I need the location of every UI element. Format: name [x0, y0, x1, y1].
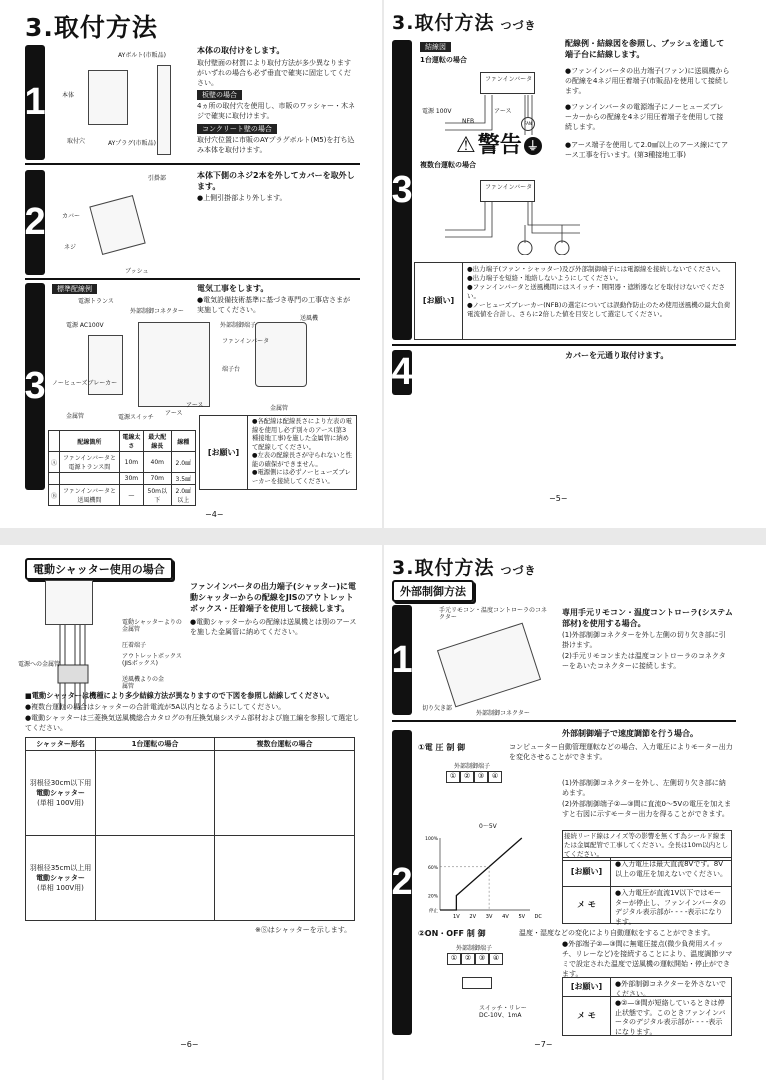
request-box: [お願い] ●出力端子(ファン・シャッター)及び外部制御端子には電源線を接続しないでください。 ●出力端子を短絡・地絡しないようにしてください。 ●ファンインバータと送風機間にはスイッチ・開閉器・遮断器などを取付けないでください。 ●ノーヒューズブレーカー(NFB)の選定については誤動作防止のため使用送風機の最大負荷電流値を合計し、さらに2倍した値を目安として選定してください。 — [414, 262, 736, 340]
label: 電動シャッターよりの金属管 — [122, 619, 182, 633]
label: 手元リモコン・温度コントローラのコネクター — [439, 607, 548, 621]
label: NFB — [462, 118, 475, 125]
step-1-marker: 1 — [392, 605, 412, 715]
x-tick-label: 5V — [518, 914, 526, 920]
label: 切り欠き部 — [422, 705, 453, 712]
label: ファンインバータ — [222, 338, 270, 345]
note: ●電動シャッターは三菱換気送風機総合カタログの有圧換気扇システム部材および施工編を参照して選定してください。 — [25, 714, 360, 732]
page-number: −5− — [549, 494, 568, 503]
step-heading: 外部制御端子で速度調節を行う場合。 — [562, 729, 698, 738]
step-heading: 配線例・結線図を参照し、ブッシュを通して端子台に結線します。 — [565, 39, 725, 59]
step-text: (1)外部制御コネクターを外し左側の切り欠き部に引掛けます。 — [562, 631, 726, 649]
step-note: ●ファンインバータの電源端子にノーヒューズブレーカーからの配線を4ネジ用圧着端子を使用して接続します。 — [565, 103, 724, 131]
divider — [25, 278, 360, 280]
divider — [392, 720, 736, 722]
cover-illustration — [89, 195, 145, 255]
page-number: −7− — [534, 1040, 553, 1049]
notice: ■電動シャッターは機種により多少結線方法が異なりますので下図を参照し結線してください。 — [25, 691, 334, 700]
label: 電源スイッチ — [118, 414, 154, 421]
inverter-illustration — [45, 580, 93, 625]
label: アース — [186, 402, 204, 409]
diagram-single — [96, 751, 215, 836]
step-3-marker: 3 — [392, 40, 412, 340]
note: ●複数台運転の場合はシャッターの合計電流が5A以内となるようにしてください。 — [25, 703, 286, 711]
diagram-multi — [215, 751, 355, 836]
step-text: 4ヵ所の取付穴を使用し、市販のワッシャー・木ネジで確実に取付けます。 — [197, 102, 355, 120]
lead-note: 接続リード線はノイズ等の影響を無くす為シールド線または金属配管で工事してください。全長は10m以内としてください。 — [562, 830, 732, 861]
label: 電源 AC100V — [66, 322, 104, 329]
page-5 — [384, 0, 766, 528]
label: アース — [165, 410, 183, 417]
diagram-single — [96, 836, 215, 921]
step-heading: カバーを元通り取付けます。 — [565, 351, 669, 360]
label: 金属管 — [66, 413, 85, 420]
step-2-marker: 2 — [25, 170, 45, 275]
request-box: [お願い] ●入力電圧は最大直流8Vです。8V以上の電圧を加えないでください。 — [562, 857, 732, 887]
label: ノーヒューズブレーカー — [52, 380, 118, 387]
diagram-multi — [215, 836, 355, 921]
label: アウトレットボックス(JISボックス) — [122, 653, 182, 667]
fan-illustration — [255, 322, 307, 387]
label: ブッシュ — [125, 268, 149, 275]
step-2-marker: 2 — [392, 730, 412, 1035]
step-note: ●電気設備技術基準に基づき専門の工事店さまが実施してください。 — [197, 296, 351, 314]
inverter-box: ファンインバータ — [480, 72, 535, 94]
page-number: −4− — [205, 510, 224, 519]
label: 金属管 — [270, 405, 289, 412]
step-note: ●上側引掛部より外します。 — [197, 194, 287, 202]
x-tick-label: DC — [534, 914, 542, 920]
page-4 — [0, 0, 382, 528]
output-line — [440, 838, 522, 910]
label: 電源への金属管 — [18, 661, 61, 668]
label: 圧着端子 — [122, 642, 147, 649]
section-heading: ファンインバータの出力端子(シャッター)に電動シャッターからの配線をJISのアウトレットボックス・圧着端子を使用して接続します。 — [190, 582, 357, 613]
step-4-marker: 4 — [391, 351, 413, 393]
y-tick-label: 100% — [425, 837, 438, 842]
step-text: (2)外部制御端子②—③間に直流0〜5Vの電圧を加えますと右図に示すモーター出力を得ることができます。 — [562, 800, 732, 818]
switch-symbol — [462, 977, 492, 989]
footnote: ※Ⓢはシャッターを示します。 — [255, 926, 352, 934]
section-tag: 標準配線例 — [52, 284, 97, 294]
x-tick-label: 1V — [453, 914, 460, 920]
step-note: ●アース端子を使用して2.0㎟以上のアース線にてアース工事を行います。(第3種接地工事) — [565, 141, 729, 159]
label: 複数台運転の場合 — [420, 161, 476, 169]
memo-box: メ モ ●入力電圧が直流1V以下ではモーターが停止し、ファンインバータのデジタル表示部が- - - -表示になります。 — [562, 886, 732, 924]
label: ネジ — [64, 244, 77, 251]
label: 送風機 — [300, 315, 319, 322]
fan-symbol: FAN — [521, 117, 535, 131]
section-tag: 結線図 — [420, 42, 451, 52]
step-text: (1)外部制御コネクターを外し、左側切り欠き部に納めます。 — [562, 779, 726, 797]
section-header: 電動シャッター使用の場合 — [25, 558, 173, 580]
step-heading: 専用手元リモコン・温度コントローラ(システム部材)を使用する場合。 — [562, 608, 733, 628]
connector-illustration — [437, 623, 541, 708]
voltage-output-chart — [418, 830, 548, 920]
step-heading: 本体の取付けをします。 — [197, 46, 285, 55]
step-heading: 本体下側のネジ2本を外してカバーを取外します。 — [197, 171, 355, 191]
label: AYプラグ(市販品) — [108, 140, 156, 147]
label: スイッチ・リレー DC-10V、1mA — [479, 1005, 527, 1019]
step-text: 取付穴位置に市販のAYプラグボルト(M5)を打ち込み本体を取付けます。 — [197, 136, 355, 154]
ground-icon: ⏚ — [524, 137, 542, 155]
step-text: (2)手元リモコンまたは温度コントローラのコネクターをあいたコネクターに接続します。 — [562, 652, 726, 670]
label: 外部制御端子 — [454, 763, 491, 770]
label: 0〜5V — [479, 823, 497, 830]
onoff-control-label: ②ON・OFF 制 御 — [418, 929, 486, 938]
label: 外部制御コネクター — [476, 710, 530, 717]
label: 端子台 — [222, 366, 241, 373]
shutter-table: シャッター形名 1台運転の場合 複数台運転の場合 羽根径30cm以下用 電動シャッター (単相 100V用) 羽根径35cm以上用 電動シャッター (単相 100V用) — [25, 737, 355, 921]
divider — [392, 344, 736, 346]
step-text: 温度・湿度などの変化により自動運転をすることができます。 — [519, 929, 715, 937]
section-tag: コンクリート壁の場合 — [197, 124, 277, 134]
page-number: −6− — [180, 1040, 199, 1049]
inverter-illustration — [138, 322, 210, 407]
request-label: [お願い] — [200, 416, 248, 489]
label: 取付穴 — [67, 138, 86, 145]
wiring-table: 配線箇所 電線太さ 最大配線長 線種 Ⓐ ファンインバータと電源トランス間 10m 40m 2.0㎟ 30m 70m 3.5㎟ Ⓑ ファンインバータと送風機間 — 50m以下 2.0㎟以上 — [48, 430, 196, 506]
wall-illustration — [157, 65, 171, 155]
warning-banner: ⚠ 警告 ⏚ — [456, 133, 556, 159]
page-6 — [0, 545, 382, 1080]
step-text: ●外部端子②—③間に無電圧接点(微少負荷用スイッチ、リレーなど)を接続することにより、温度調節ツマミで設定された温度で送風機の運転開始・停止ができます。 — [562, 940, 733, 978]
inverter-box: ファンインバータ — [480, 180, 535, 202]
section-tag: 板壁の場合 — [197, 90, 242, 100]
label: 本体 — [62, 92, 75, 99]
unit-illustration — [88, 70, 128, 125]
request-box: [お願い] ●各配線は配線長さにより左表の電線を使用し必ず別々のアース(第3種接地工事)を施した金属管に納めて配線してください。 ●左表の配線長さが守られないと性能の確保ができません。 ●電源側には必ずノーヒューズブレーカーを接続してください。 — [199, 415, 357, 490]
page-title: 3.取付方法 — [25, 13, 158, 42]
divider — [25, 163, 360, 165]
label: 外部制御コネクター — [130, 308, 184, 315]
memo-box: メ モ ●②—③間が短絡しているときは停止状態です。このときファンインバータのデジタル表示部が- - - -表示になります。 — [562, 996, 732, 1036]
x-tick-label: 3V — [485, 914, 493, 920]
label: 電源トランス — [78, 298, 114, 305]
x-tick-label: 2V — [469, 914, 477, 920]
page-7 — [384, 545, 766, 1080]
y-tick-label: 停止 — [429, 909, 438, 914]
warning-icon: ⚠ — [456, 133, 476, 158]
voltage-control-label: ①電 圧 制 御 — [418, 743, 466, 752]
label: 送風機よりの金属管 — [122, 676, 165, 690]
step-text: コンピューター自動管理運転などの場合、入力電圧によりモーター出力を変化させることができます。 — [509, 743, 733, 761]
terminal-block: ① ② ③ ④ — [447, 953, 503, 965]
section-note: ●電動シャッターからの配線は送風機とは別のアースを施した金属管に納めてください。 — [190, 618, 357, 636]
label: カバー — [62, 213, 81, 220]
request-label: [お願い] — [415, 263, 463, 339]
step-text: 取付壁面の材質により取付方法が多少異なりますがいずれの場合も必ず垂直で確実に固定してください。 — [197, 59, 351, 87]
label: アース — [494, 108, 512, 115]
label: 引掛部 — [148, 175, 167, 182]
label: 1台運転の場合 — [420, 56, 467, 64]
label: 電源 100V — [422, 108, 452, 115]
step-heading: 電気工事をします。 — [197, 284, 269, 293]
page-title: 3.取付方法 つづき — [392, 12, 537, 34]
label: 外部制御端子 — [456, 945, 493, 952]
page-title: 3.取付方法 つづき — [392, 557, 537, 579]
request-box: [お願い] ●外部制御コネクターを外さないでください。 — [562, 977, 732, 997]
step-3-marker: 3 — [25, 283, 45, 490]
section-header: 外部制御方法 — [392, 580, 474, 602]
y-tick-label: 60% — [427, 865, 438, 871]
y-tick-label: 20% — [427, 894, 438, 900]
step-1-marker: 1 — [25, 45, 45, 160]
terminal-block: ① ② ③ ④ — [446, 771, 502, 783]
step-note: ●ファンインバータの出力端子(ファン)に送風機からの配線を4ネジ用圧着端子(市販品)を使用して接続します。 — [565, 67, 730, 95]
label: AYボルト(市販品) — [118, 52, 166, 59]
label: 外部制御端子 — [220, 322, 257, 329]
x-tick-label: 4V — [502, 914, 509, 920]
